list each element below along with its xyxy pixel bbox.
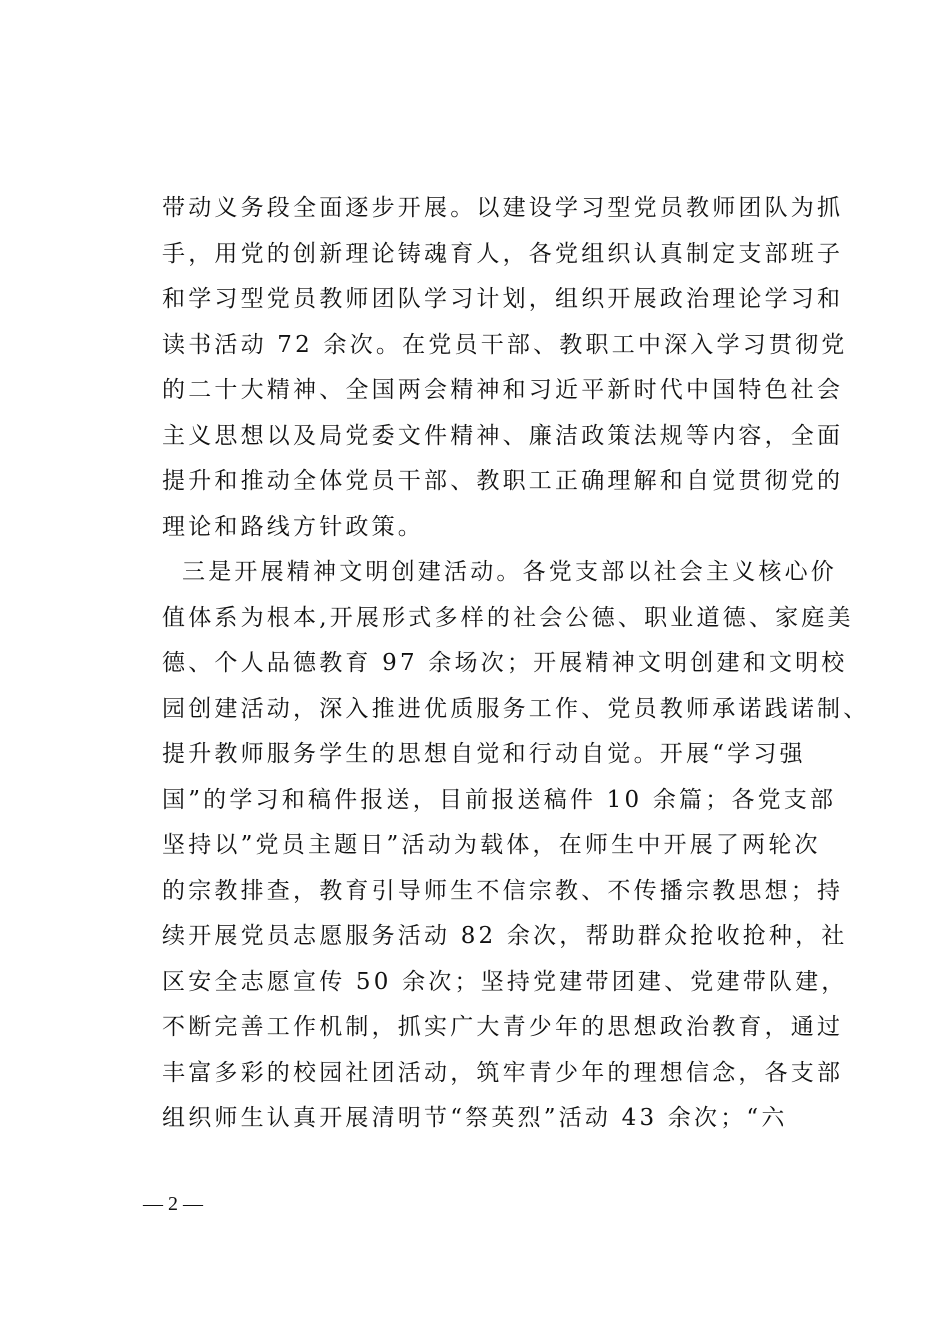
text-line: 组织师生认真开展清明节“祭英烈”活动 43 余次；“六 — [162, 1105, 788, 1131]
text-line: 手，用党的创新理论铸魂育人，各党组织认真制定支部班子 — [162, 240, 844, 267]
text-line: 主义思想以及局党委文件精神、廉洁政策法规等内容，全面 — [162, 422, 844, 449]
text-line: 国”的学习和稿件报送，目前报送稿件 10 余篇；各党支部 — [162, 786, 837, 813]
text-line: 不断完善工作机制，抓实广大青少年的思想政治教育，通过 — [162, 1014, 844, 1040]
text-line: 值体系为根本,开展形式多样的社会公德、职业道德、家庭美 — [162, 604, 854, 631]
text-line: 的二十大精神、全国两会精神和习近平新时代中国特色社会 — [162, 377, 844, 403]
text-line: 续开展党员志愿服务活动 82 余次，帮助群众抢收抢种，社 — [162, 923, 848, 949]
text-line: 提升和推动全体党员干部、教职工正确理解和自觉贯彻党的 — [162, 468, 844, 494]
text-line: 丰富多彩的校园社团活动，筑牢青少年的理想信念，各支部 — [162, 1059, 844, 1086]
text-line: 提升教师服务学生的思想自觉和行动自觉。开展“学习强 — [162, 741, 806, 767]
body-text — [162, 186, 870, 1142]
text-line: 理论和路线方针政策。 — [162, 513, 424, 540]
text-line: 坚持以”党员主题日”活动为载体，在师生中开展了两轮次 — [162, 832, 821, 858]
text-line: 读书活动 72 余次。在党员干部、教职工中深入学习贯彻党 — [162, 331, 848, 358]
text-line: 和学习型党员教师团队学习计划，组织开展政治理论学习和 — [162, 286, 844, 312]
text-line: 的宗教排查，教育引导师生不信宗教、不传播宗教思想；持 — [162, 877, 844, 904]
paragraph-start-line: 三是开展精神文明创建活动。各党支部以社会主义核心价 — [182, 559, 837, 585]
text-line: 园创建活动，深入推进优质服务工作、党员教师承诺践诺制、 — [162, 695, 870, 722]
page-number: — 2 — — [143, 1193, 203, 1215]
text-line: 区安全志愿宣传 50 余次；坚持党建带团建、党建带队建， — [162, 968, 848, 995]
text-line: 德、个人品德教育 97 余场次；开展精神文明创建和文明校 — [162, 650, 848, 676]
text-line: 带动义务段全面逐步开展。以建设学习型党员教师团队为抓 — [162, 195, 844, 221]
